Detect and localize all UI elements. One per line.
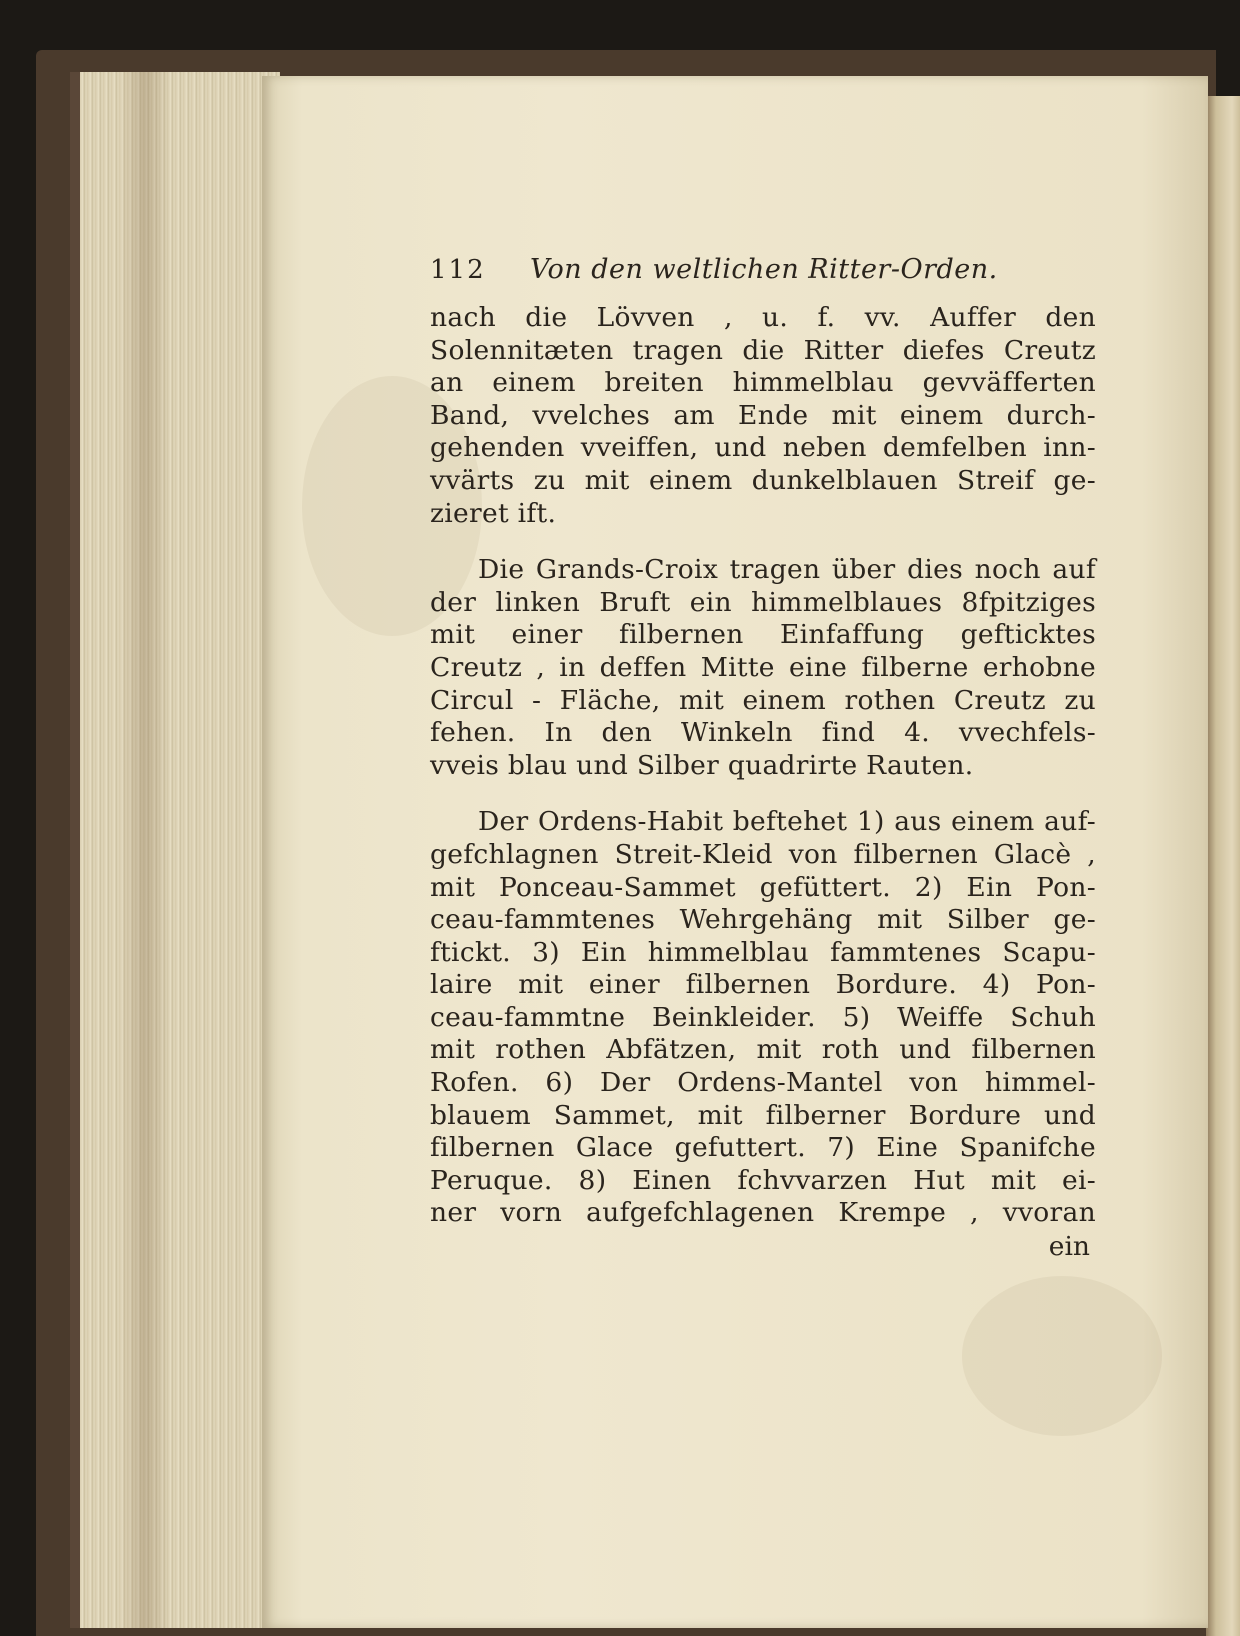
paragraph-gap <box>430 782 1096 806</box>
text-line: ner vorn aufgefchlagenen Krempe , vvoran <box>430 1197 1096 1229</box>
text-line: Circul - Fläche, mit einem rothen Creutz zu <box>430 684 1096 716</box>
paper-stain <box>962 1276 1162 1436</box>
paragraph-1 <box>430 302 1096 530</box>
page-edges <box>70 72 280 1628</box>
running-header <box>430 254 1096 302</box>
text-line: Peruque. 8) Einen fchvvarzen Hut mit ei- <box>430 1164 1096 1196</box>
text-line: ceau-fammtne Beinkleider. 5) Weiffe Schuh <box>430 1001 1096 1033</box>
text-line: Rofen. 6) Der Ordens-Mantel von himmel- <box>430 1067 1096 1099</box>
text-line: vvärts zu mit einem dunkelblauen Streif ge- <box>430 464 1096 496</box>
text-line: nach die Lövven , u. f. vv. Auffer den <box>430 302 1096 333</box>
text-block <box>430 254 1096 1264</box>
text-line: an einem breiten himmelblau gevväfferten <box>430 367 1096 399</box>
catchword: ein <box>1048 1231 1090 1263</box>
text-line: filbernen Glace gefuttert. 7) Eine Spanifche <box>430 1132 1096 1164</box>
text-line: mit Ponceau-Sammet gefüttert. 2) Ein Pon- <box>430 871 1096 903</box>
text-line: zieret ift. <box>430 497 557 529</box>
paragraph-gap <box>430 530 1096 554</box>
text-line: der linken Bruft ein himmelblaues 8fpitziges <box>430 586 1096 618</box>
text-line: Solennitæten tragen die Ritter diefes Creutz <box>430 334 1096 366</box>
text-line: fehen. In den Winkeln find 4. vvechfels- <box>430 717 1096 749</box>
text-line: ceau-fammtenes Wehrgehäng mit Silber ge- <box>430 904 1096 936</box>
text-line: gehenden vveiffen, und neben demfelben inn- <box>430 432 1096 464</box>
text-line: Band, vvelches am Ende mit einem durch- <box>430 399 1096 431</box>
text-line: mit einer filbernen Einfaffung gefticktes <box>430 619 1096 651</box>
page-number: 112 <box>430 255 486 285</box>
text-line: ftickt. 3) Ein himmelblau fammtenes Scapu- <box>430 936 1096 968</box>
text-line: vveis blau und Silber quadrirte Rauten. <box>430 749 974 781</box>
text-line: Der Ordens-Habit beftehet 1) aus einem auf- <box>478 806 1096 838</box>
paragraph-3 <box>430 806 1096 1230</box>
book-page <box>262 76 1208 1628</box>
running-title: Von den weltlichen Ritter-Orden. <box>530 254 998 285</box>
text-line: Die Grands-Croix tragen über dies noch auf <box>478 554 1096 586</box>
text-line: Creutz , in deffen Mitte eine filberne erhobne <box>430 651 1096 683</box>
facing-page-edge <box>1206 96 1240 1636</box>
paragraph-2 <box>430 554 1096 782</box>
text-line: mit rothen Abfätzen, mit roth und filbernen <box>430 1034 1096 1066</box>
text-line: blauem Sammet, mit filberner Bordure und <box>430 1099 1096 1131</box>
text-line: gefchlagnen Streit-Kleid von filbernen Glacè , <box>430 838 1096 870</box>
text-line: laire mit einer filbernen Bordure. 4) Pon- <box>430 969 1096 1001</box>
